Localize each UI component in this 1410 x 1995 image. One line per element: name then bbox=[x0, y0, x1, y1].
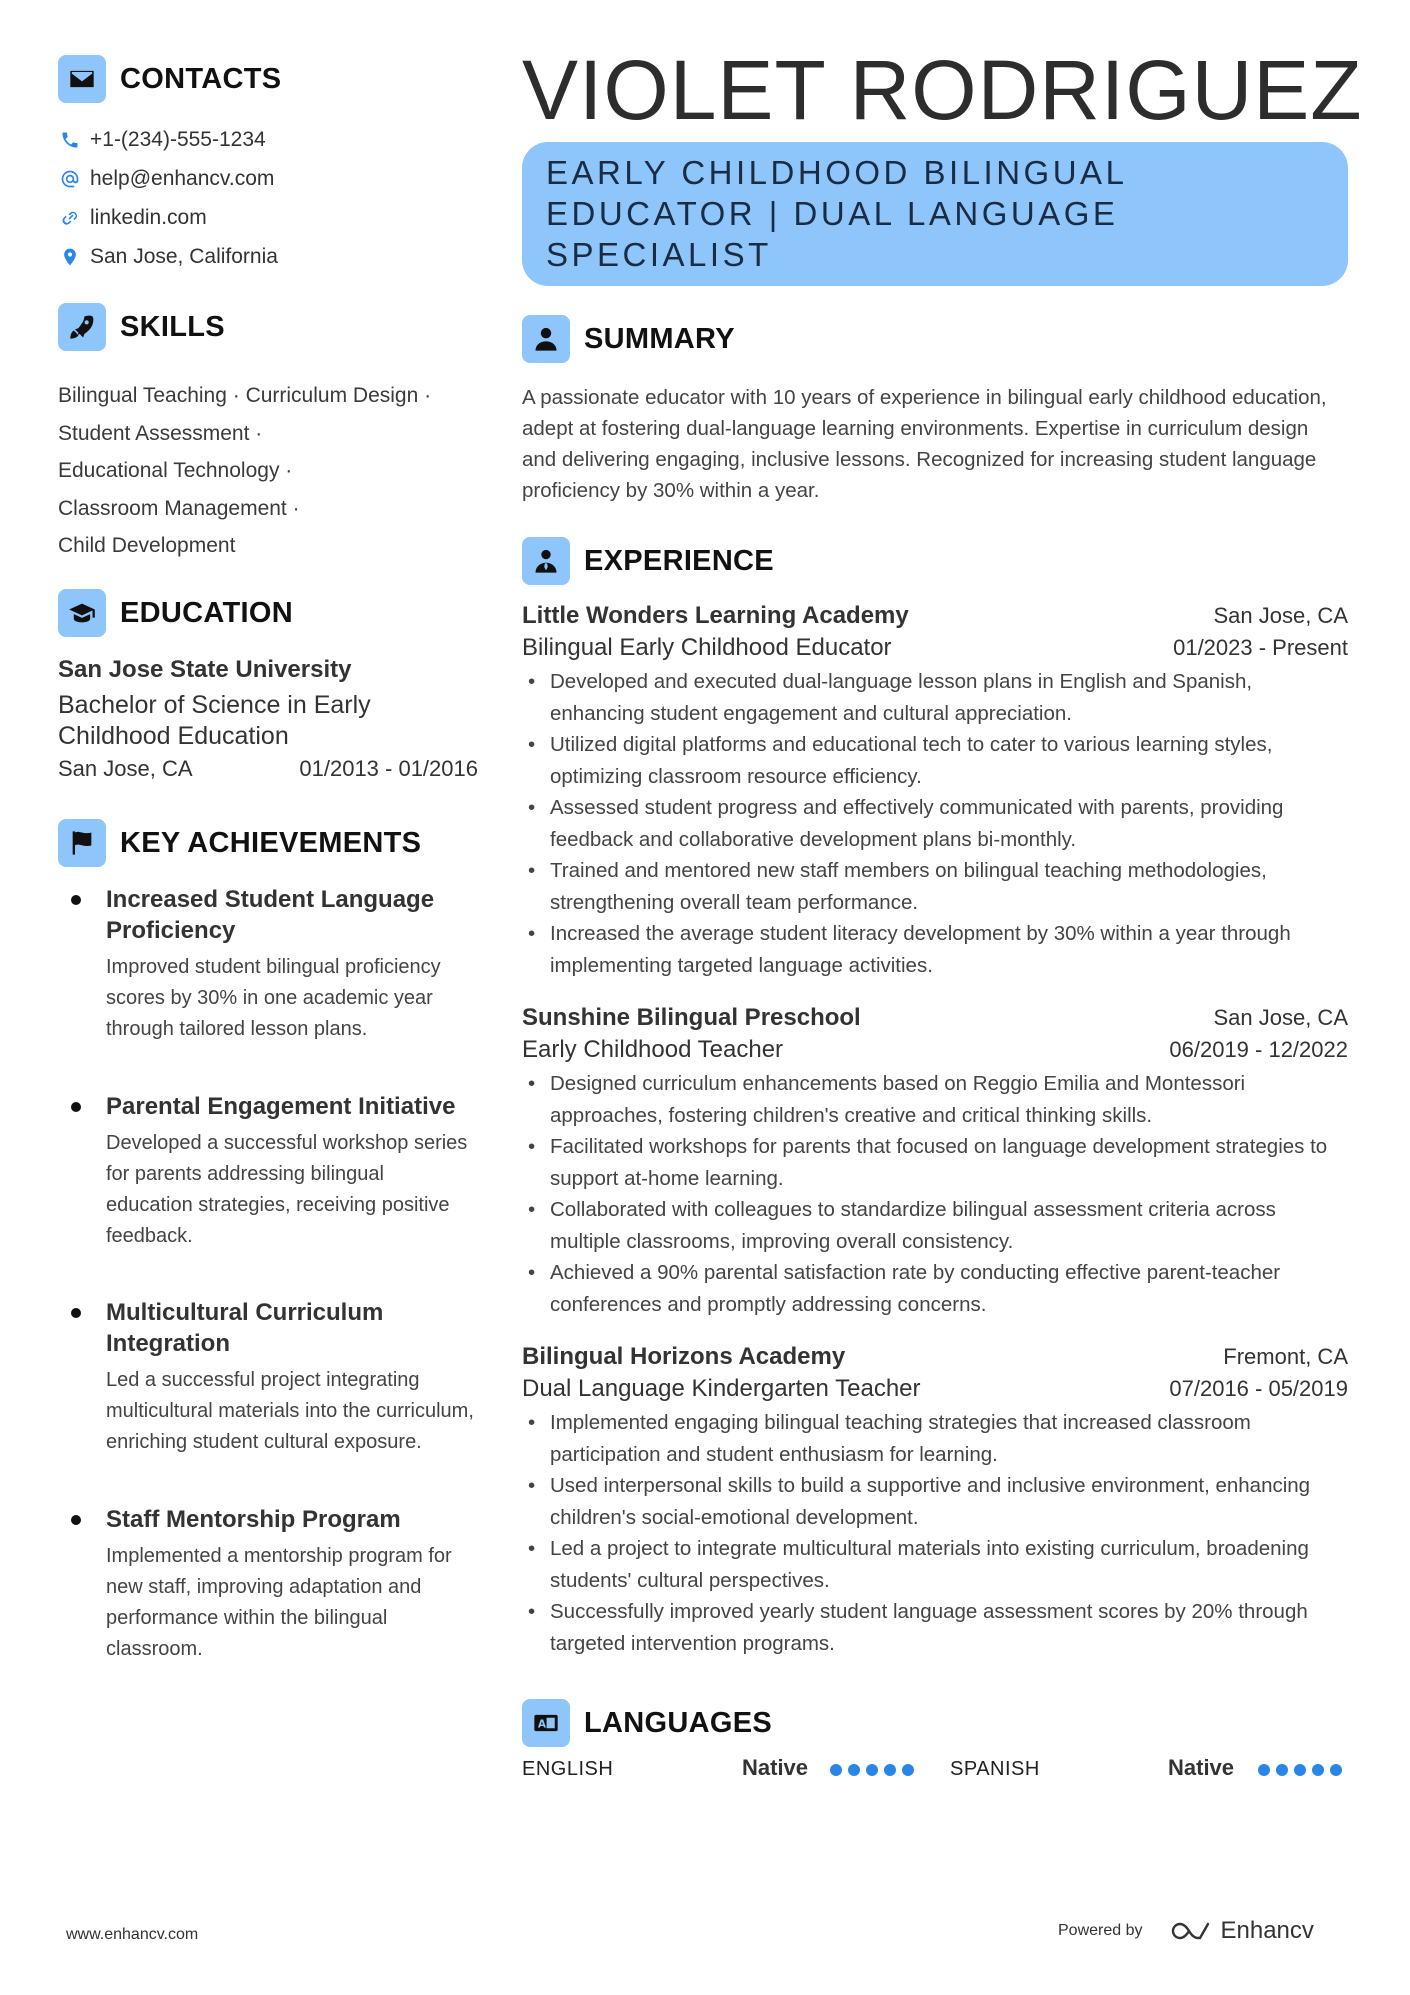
skills-line: Student Assessment · bbox=[58, 421, 263, 445]
contacts-title: CONTACTS bbox=[120, 62, 282, 95]
role-line: SPECIALIST bbox=[546, 236, 772, 273]
languages-title: LANGUAGES bbox=[584, 1706, 772, 1739]
at-icon bbox=[60, 169, 80, 189]
job-company: Sunshine Bilingual Preschool bbox=[522, 1004, 861, 1031]
language-level: Native bbox=[1168, 1755, 1235, 1780]
skills-line: Bilingual Teaching · Curriculum Design · bbox=[58, 384, 432, 407]
job-bullet: • Used interpersonal skills to build a supportive and inclusive environment, enhancing children's social-emotional development. bbox=[522, 1470, 1348, 1533]
powered-by-text: Powered by bbox=[1058, 1922, 1143, 1939]
job-bullet: • Led a project to integrate multicultural materials into existing curriculum, broadening students' cultural perspectives. bbox=[522, 1533, 1348, 1596]
job-location: San Jose, CA bbox=[1213, 603, 1348, 628]
job-bullet: • Implemented engaging bilingual teaching strategies that increased classroom participation and student enthusiasm for learning. bbox=[522, 1407, 1348, 1470]
skills-line: Educational Technology · bbox=[58, 459, 293, 482]
achievement-desc: Led a successful project integrating multicultural materials into the curriculum, enriching student cultural exposure. bbox=[106, 1369, 474, 1453]
flag-icon bbox=[58, 819, 106, 867]
graduation-cap-icon bbox=[58, 589, 106, 637]
summary-header bbox=[522, 315, 735, 363]
job-bullet: • Designed curriculum enhancements based on Reggio Emilia and Montessori approaches, fostering children's creative and critical thinking skills. bbox=[522, 1068, 1348, 1131]
role-banner bbox=[522, 142, 1348, 286]
user-icon bbox=[522, 315, 570, 363]
job-bullet: • Utilized digital platforms and educational tech to cater to various learning styles, optimizing classroom resource efficiency. bbox=[522, 729, 1348, 792]
achievement-desc: Improved student bilingual proficiency scores by 30% in one academic year through tailored lesson plans. bbox=[106, 956, 441, 1040]
job-bullet: • Trained and mentored new staff members on bilingual teaching methodologies, strengthening overall team performance. bbox=[522, 855, 1348, 918]
education-header bbox=[58, 589, 293, 637]
language-name: SPANISH bbox=[950, 1758, 1040, 1780]
email-text: help@enhancv.com bbox=[90, 167, 275, 190]
achievement-title: Staff Mentorship Program bbox=[66, 1504, 476, 1535]
job-location: San Jose, CA bbox=[1213, 1005, 1348, 1030]
job-bullet: • Collaborated with colleagues to standardize bilingual assessment criteria across multiple classrooms, improving overall consistency. bbox=[522, 1194, 1348, 1257]
education-school: San Jose State University bbox=[58, 656, 352, 683]
achievement-title: Multicultural Curriculum Integration bbox=[66, 1297, 476, 1359]
linkedin-text: linkedin.com bbox=[90, 206, 207, 229]
rating-dot bbox=[1312, 1764, 1324, 1776]
skills-header bbox=[58, 303, 225, 351]
achievement-item bbox=[66, 1504, 476, 1665]
job-bullet: • Achieved a 90% parental satisfaction rate by conducting effective parent-teacher conferences and promptly addressing concerns. bbox=[522, 1257, 1348, 1320]
job-dates: 01/2023 - Present bbox=[1173, 635, 1348, 660]
language-rating bbox=[830, 1764, 920, 1776]
rocket-icon bbox=[58, 303, 106, 351]
language-item bbox=[522, 1755, 922, 1781]
envelope-icon bbox=[58, 55, 106, 103]
rating-dot bbox=[1258, 1764, 1270, 1776]
job-bullet: • Facilitated workshops for parents that focused on language development strategies to support at-home learning. bbox=[522, 1131, 1348, 1194]
candidate-name: VIOLET RODRIGUEZ bbox=[522, 43, 1363, 137]
achievement-item bbox=[66, 1297, 476, 1458]
contacts-header bbox=[58, 55, 281, 103]
job-bullet: • Developed and executed dual-language lesson plans in English and Spanish, enhancing student engagement and cultural appreciation. bbox=[522, 666, 1348, 729]
rating-dot bbox=[1294, 1764, 1306, 1776]
job-role: Early Childhood Teacher bbox=[522, 1036, 784, 1063]
achievement-item bbox=[66, 1091, 476, 1252]
summary-title: SUMMARY bbox=[584, 322, 735, 355]
job-bullet: • Assessed student progress and effectively communicated with parents, providing feedback and collaborative development plans bi-monthly. bbox=[522, 792, 1348, 855]
phone-icon bbox=[60, 130, 80, 150]
experience-header bbox=[522, 537, 774, 585]
footer-branding bbox=[1058, 1917, 1314, 1945]
education-degree: Bachelor of Science in Early Childhood Education bbox=[58, 691, 371, 750]
education-location: San Jose, CA bbox=[58, 756, 193, 781]
briefcase-user-icon bbox=[522, 537, 570, 585]
job-bullets bbox=[522, 1068, 1348, 1320]
education-meta bbox=[58, 756, 478, 782]
job-role: Dual Language Kindergarten Teacher bbox=[522, 1375, 921, 1402]
rating-dot bbox=[866, 1764, 878, 1776]
map-pin-icon bbox=[60, 247, 80, 267]
enhancv-logo-icon bbox=[1167, 1919, 1213, 1943]
summary-text: A passionate educator with 10 years of experience in bilingual early childhood education, adept at fostering dual-language learning environments. Expertise in curriculum design and delivering engaging, inclusive lessons. Recognized for increasing student language proficiency by 30% within a year. bbox=[522, 386, 1327, 502]
language-item bbox=[950, 1755, 1350, 1781]
role-line: EDUCATOR | DUAL LANGUAGE bbox=[546, 195, 1119, 232]
job-location: Fremont, CA bbox=[1223, 1344, 1348, 1369]
job-bullet: • Increased the average student literacy development by 30% within a year through implementing targeted language activities. bbox=[522, 918, 1348, 981]
job-company: Bilingual Horizons Academy bbox=[522, 1343, 846, 1370]
job-entry bbox=[522, 1343, 1348, 1659]
job-bullets bbox=[522, 666, 1348, 981]
rating-dot bbox=[1330, 1764, 1342, 1776]
rating-dot bbox=[884, 1764, 896, 1776]
contact-phone[interactable] bbox=[60, 128, 266, 152]
translate-icon bbox=[522, 1699, 570, 1747]
svg-text:A: A bbox=[537, 1718, 546, 1731]
job-role: Bilingual Early Childhood Educator bbox=[522, 634, 892, 661]
achievement-desc: Implemented a mentorship program for new staff, improving adaptation and performance within the bilingual classroom. bbox=[106, 1545, 452, 1660]
language-level: Native bbox=[742, 1755, 809, 1780]
education-entry bbox=[58, 656, 478, 782]
job-company: Little Wonders Learning Academy bbox=[522, 602, 909, 629]
achievements-title: KEY ACHIEVEMENTS bbox=[120, 826, 422, 859]
rating-dot bbox=[830, 1764, 842, 1776]
skills-line: Classroom Management · bbox=[58, 496, 300, 520]
contact-location bbox=[60, 245, 278, 269]
job-dates: 06/2019 - 12/2022 bbox=[1169, 1037, 1348, 1062]
brand-name: Enhancv bbox=[1220, 1917, 1314, 1944]
rating-dot bbox=[848, 1764, 860, 1776]
contact-linkedin[interactable] bbox=[60, 206, 207, 230]
achievement-desc: Developed a successful workshop series for parents addressing bilingual education strategies, receiving positive feedback. bbox=[106, 1132, 468, 1247]
achievement-title: Parental Engagement Initiative bbox=[66, 1091, 476, 1122]
job-bullets bbox=[522, 1407, 1348, 1659]
job-entry bbox=[522, 602, 1348, 981]
skills-list bbox=[58, 377, 468, 565]
phone-text: +1-(234)-555-1234 bbox=[90, 128, 266, 151]
achievement-item bbox=[66, 884, 476, 1045]
languages-header bbox=[522, 1699, 772, 1747]
brand-logo[interactable] bbox=[1167, 1917, 1314, 1945]
job-dates: 07/2016 - 05/2019 bbox=[1169, 1376, 1348, 1401]
education-dates: 01/2013 - 01/2016 bbox=[299, 756, 478, 781]
contact-email[interactable] bbox=[60, 167, 274, 191]
link-icon bbox=[60, 208, 80, 228]
education-title: EDUCATION bbox=[120, 596, 293, 629]
achievements-header bbox=[58, 819, 421, 867]
skills-title: SKILLS bbox=[120, 310, 225, 343]
footer-website[interactable]: www.enhancv.com bbox=[66, 1926, 199, 1943]
language-name: ENGLISH bbox=[522, 1758, 614, 1780]
skills-line: Child Development bbox=[58, 534, 236, 557]
location-text: San Jose, California bbox=[90, 245, 278, 268]
rating-dot bbox=[1276, 1764, 1288, 1776]
job-entry bbox=[522, 1004, 1348, 1320]
role-line: EARLY CHILDHOOD BILINGUAL bbox=[546, 154, 1128, 191]
rating-dot bbox=[902, 1764, 914, 1776]
language-rating bbox=[1258, 1764, 1348, 1776]
achievement-title: Increased Student Language Proficiency bbox=[66, 884, 476, 946]
experience-title: EXPERIENCE bbox=[584, 544, 774, 577]
job-bullet: • Successfully improved yearly student language assessment scores by 20% through targeted intervention programs. bbox=[522, 1596, 1348, 1659]
